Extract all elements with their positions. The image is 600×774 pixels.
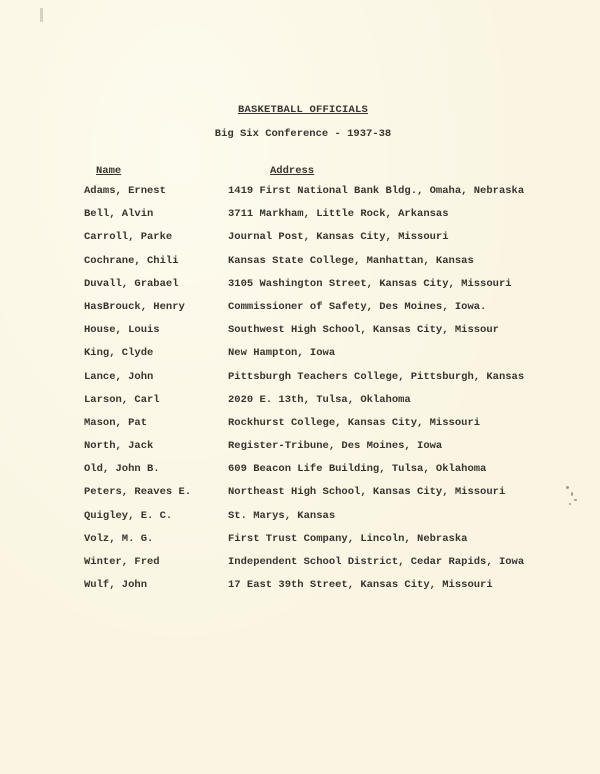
officials-list	[0, 185, 600, 602]
official-address: 3105 Washington Street, Kansas City, Missouri	[228, 277, 512, 290]
document-title: BASKETBALL OFFICIALS	[237, 104, 369, 116]
official-address: St. Marys, Kansas	[228, 509, 336, 522]
official-name: Quigley, E. C.	[84, 509, 173, 522]
official-name: Wulf, John	[84, 579, 148, 592]
paper-speck	[566, 486, 569, 489]
official-address: Independent School District, Cedar Rapids, Iowa	[228, 556, 525, 568]
official-row	[0, 255, 600, 278]
official-row	[0, 278, 600, 301]
official-name: Old, John B.	[84, 463, 160, 476]
address-column-header: Address	[270, 165, 315, 177]
official-address: 17 East 39th Street, Kansas City, Missouri	[228, 579, 493, 592]
official-address: Northeast High School, Kansas City, Missouri	[228, 486, 506, 499]
official-row	[0, 185, 600, 208]
official-row	[0, 324, 600, 347]
official-row	[0, 556, 600, 579]
official-row	[0, 231, 600, 254]
official-name: North, Jack	[84, 440, 154, 453]
official-row	[0, 371, 600, 394]
official-name: Bell, Alvin	[84, 208, 154, 221]
official-address: Kansas State College, Manhattan, Kansas	[228, 254, 474, 267]
official-name: Mason, Pat	[84, 416, 148, 429]
official-row	[0, 440, 600, 463]
official-name: House, Louis	[84, 324, 160, 337]
official-address: Southwest High School, Kansas City, Missour	[228, 324, 499, 337]
official-address: New Hampton, Iowa	[228, 347, 336, 360]
official-address: 3711 Markham, Little Rock, Arkansas	[228, 208, 449, 221]
official-name: Peters, Reaves E.	[84, 486, 192, 499]
document-subtitle: Big Six Conference - 1937-38	[214, 128, 392, 140]
official-name: HasBrouck, Henry	[84, 300, 185, 313]
official-row	[0, 394, 600, 417]
official-name: Cochrane, Chili	[84, 254, 179, 267]
official-address: Journal Post, Kansas City, Missouri	[228, 231, 449, 244]
official-row	[0, 533, 600, 556]
official-address: First Trust Company, Lincoln, Nebraska	[228, 532, 468, 545]
official-name: Winter, Fred	[84, 556, 160, 568]
official-address: Commissioner of Safety, Des Moines, Iowa.	[228, 300, 487, 313]
official-name: Carroll, Parke	[84, 231, 173, 244]
paper-speck	[569, 503, 571, 505]
official-name: Adams, Ernest	[84, 185, 166, 197]
official-row	[0, 347, 600, 370]
name-column-header: Name	[96, 165, 122, 177]
official-name: King, Clyde	[84, 347, 154, 360]
paper-speck	[574, 499, 577, 501]
paper-mark	[40, 8, 43, 22]
official-address: Register-Tribune, Des Moines, Iowa	[228, 440, 443, 453]
official-name: Duvall, Grabael	[84, 277, 179, 290]
official-address: 609 Beacon Life Building, Tulsa, Oklahoma	[228, 463, 487, 476]
official-row	[0, 208, 600, 231]
official-row	[0, 510, 600, 533]
official-address: 1419 First National Bank Bldg., Omaha, Nebraska	[228, 185, 525, 197]
official-row	[0, 463, 600, 486]
official-address: Rockhurst College, Kansas City, Missouri	[228, 416, 481, 429]
official-address: 2020 E. 13th, Tulsa, Oklahoma	[228, 393, 411, 406]
official-row	[0, 579, 600, 602]
official-row	[0, 301, 600, 324]
official-row	[0, 486, 600, 509]
official-name: Larson, Carl	[84, 393, 160, 406]
paper-speck	[571, 492, 573, 496]
official-address: Pittsburgh Teachers College, Pittsburgh, Kansas	[228, 370, 525, 383]
official-row	[0, 417, 600, 440]
official-name: Volz, M. G.	[84, 532, 154, 545]
official-name: Lance, John	[84, 370, 154, 383]
